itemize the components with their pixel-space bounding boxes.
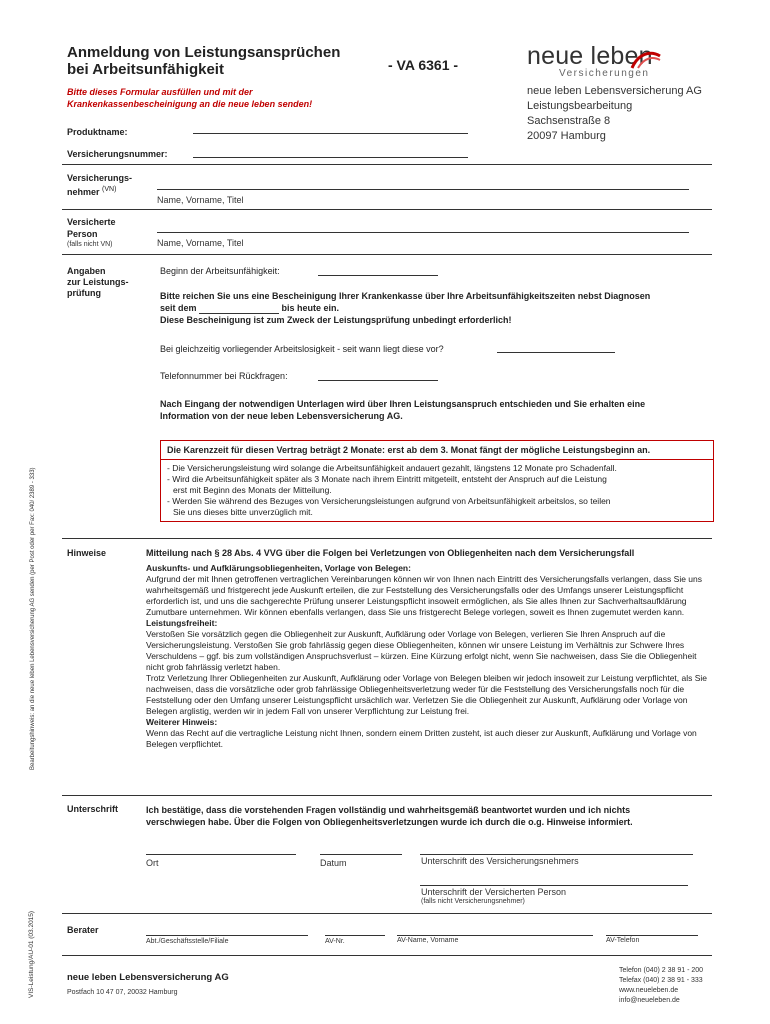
bescheinigung-line-3: Diese Bescheinigung ist zum Zweck der Leistungsprüfung unbedingt erforderlich! [160, 315, 512, 325]
telefon-field[interactable] [318, 369, 438, 381]
footer-telefon: Telefon (040) 2 38 91 - 200 [619, 967, 704, 974]
title-line-2: bei Arbeitsunfähigkeit [67, 61, 224, 78]
angaben-label-line-3: prüfung [67, 288, 101, 298]
karenz-item-2b: erst mit Beginn des Monats der Mitteilung. [173, 485, 332, 495]
footer-company: neue leben Lebensversicherung AG [67, 972, 229, 983]
vp-label [67, 216, 116, 240]
vp-label-line-1: Versicherte [67, 217, 116, 227]
vn-label [67, 172, 132, 198]
hinweise-paragraph-4: Wenn das Recht auf die vertragliche Leistung nicht Ihnen, sondern einem Dritten zusteht, ist auch dieser zur Auskunft, Aufklärung und Vorlage von Belegen verpflichtet. [146, 728, 697, 749]
divider [62, 164, 712, 165]
instruction-note [67, 86, 312, 110]
hinweise-paragraph-2: Verstoßen Sie vorsätzlich gegen die Obliegenheit zur Auskunft, Aufklärung oder Vorlage von Belegen, verlieren Sie Ihren Anspruch auf die Versicherungsleistung. Verstoßen Sie grob fahrlässig gegen diese Obliegenheiten, können wir unsere Leistung im Verhältnis zur Schwere Ihres Verschuldens – ggf. bis zum vollständigen Anspruchsverlust – kürzen. Eine Kürzung erfolgt nicht, wenn Sie nachweisen, dass Sie die Obliegenheit nicht grob fahrlässig verletzt haben. [146, 629, 697, 672]
footer-contact [619, 966, 703, 1006]
arbeitslos-question: seit wann liegt diese vor? [342, 344, 444, 354]
berater-filiale-label: Abt./Geschäftsstelle/Filiale [146, 938, 229, 945]
berater-label: Berater [67, 925, 99, 935]
angaben-label-line-1: Angaben [67, 266, 106, 276]
karenz-heading: Die Karenzzeit für diesen Vertrag beträgt 2 Monate: erst ab dem 3. Monat fängt der mögliche Leistungsbeginn an. [161, 441, 713, 460]
karenz-item-1: - Die Versicherungsleistung wird solange die Arbeitsunfähigkeit andauert gezahlt, längstens 12 Monate pro Schadenfall. [167, 463, 617, 473]
footer-email[interactable]: info@neueleben.de [619, 997, 680, 1004]
angaben-label-line-2: zur Leistungs- [67, 277, 129, 287]
eingang-line-1: Nach Eingang der notwendigen Unterlagen wird über Ihren Leistungsanspruch entschieden und Sie erhalten eine [160, 399, 646, 409]
hinweise-paragraph-1: Aufgrund der mit Ihnen getroffenen vertraglichen Vereinbarungen können wir von Ihnen nach Eintritt des Versicherungsfalls verlangen, dass Sie uns wahrheitsgemäß und fristgerecht jede Auskunft erteilen, die zur Feststellung des Versicherungsfalls oder des Umfangs unserer Leistungspflicht erforderlich ist, und uns die sachgerechte Prüfung unserer Leistungspflicht insoweit ermöglichen, als Sie alles Ihnen zur Sachverhaltsaufklärung Zumutbare unternehmen. Wir können ebenfalls verlangen, dass Sie uns fristgerecht Belege vorlegen, soweit es Ihnen zugemutet werden kann. [146, 574, 702, 617]
unterschrift-text [146, 804, 716, 828]
berater-telefon-label: AV-Telefon [606, 937, 640, 944]
hinweise-heading: Mitteilung nach § 28 Abs. 4 VVG über die Folgen bei Verletzungen von Obliegenheiten nach dem Versicherungsfall [146, 548, 635, 558]
berater-filiale-field[interactable] [146, 924, 308, 936]
vp-note: (falls nicht VN) [67, 241, 113, 248]
logo-name: neue leben [527, 42, 653, 70]
berater-avnr-field[interactable] [325, 924, 385, 936]
unterschrift-line-2: verschwiegen habe. Über die Folgen von Obliegenheitsverletzungen wurde ich durch die o.g. Hinweise informiert. [146, 817, 633, 827]
vp-name-field[interactable] [157, 221, 689, 233]
produktname-label: Produktname: [67, 127, 128, 137]
bescheinigung-seit: seit dem [160, 303, 197, 313]
vn-label-line-1: Versicherungs- [67, 173, 133, 183]
recipient-address [527, 84, 702, 144]
bescheinigung-bis: bis heute ein. [281, 303, 340, 313]
eingang-line-2: Information von der neue leben Lebensversicherung AG. [160, 411, 403, 421]
hinweise-sub-2: Leistungsfreiheit: [146, 618, 218, 628]
vn-label-line-2: nehmer [67, 187, 100, 197]
bescheinigung-text [160, 290, 720, 326]
divider [62, 254, 712, 255]
address-line-3: Sachsenstraße 8 [527, 115, 611, 127]
vn-signature-label: Unterschrift des Versicherungsnehmers [421, 856, 579, 866]
address-line-4: 20097 Hamburg [527, 130, 606, 142]
vn-name-field[interactable] [157, 178, 689, 190]
angaben-label [67, 266, 129, 299]
vn-suffix: (VN) [102, 186, 117, 193]
eingang-text [160, 398, 720, 422]
beginn-label: Beginn der Arbeitsunfähigkeit: [160, 266, 280, 276]
title-line-1: Anmeldung von Leistungsansprüchen [67, 44, 341, 61]
bescheinigung-line-1: Bitte reichen Sie uns eine Bescheinigung Ihrer Krankenkasse über Ihre Arbeitsunfähigkeitszeiten nebst Diagnosen [160, 291, 651, 301]
hinweise-paragraph-3: Trotz Verletzung Ihrer Obliegenheiten zur Auskunft, Aufklärung oder Vorlage von Belegen bleiben wir jedoch insoweit zur Leistung verpflichtet, als Sie nachweisen, dass die vorsätzliche oder grob fahrlässige Obliegenheitsverletzung weder für die Feststellung des Versicherungsfalls noch für die Feststellung oder den Umfang unserer Leistungspflicht ursächlich war. Verletzen Sie die Obliegenheit zur Auskunft, Aufklärung oder Vorlage von Belegen arglistig, werden wir in jedem Fall von unserer Verpflichtung zur Leistung frei. [146, 673, 708, 716]
karenz-body [161, 460, 713, 521]
vp-signature-field[interactable] [420, 874, 688, 886]
footer-postfach: Postfach 10 47 07, 20032 Hamburg [67, 989, 178, 996]
form-number: - VA 6361 - [388, 57, 459, 73]
vn-sub-label: Name, Vorname, Titel [157, 195, 244, 205]
divider [62, 913, 712, 914]
logo-sub: Versicherungen [559, 68, 650, 79]
arbeitslos-label [160, 344, 444, 354]
instruction-line-1: Bitte dieses Formular ausfüllen und mit der [67, 87, 253, 97]
hinweise-body [146, 563, 712, 750]
vp-label-line-2: Person [67, 229, 98, 239]
karenz-item-3a: - Werden Sie während des Bezuges von Versicherungsleistungen aufgrund von Arbeitsunfähigkeit arbeitslos, so teilen [167, 496, 611, 506]
footer-telefax: Telefax (040) 2 38 91 - 333 [619, 977, 703, 984]
divider [62, 209, 712, 210]
vp-sub-label: Name, Vorname, Titel [157, 238, 244, 248]
karenz-item-2a: - Wird die Arbeitsunfähigkeit später als 3 Monate nach ihrem Eintritt mitgeteilt, entsteht der Anspruch auf die Leistung [167, 474, 607, 484]
footer-web[interactable]: www.neueleben.de [619, 987, 679, 994]
page-title [67, 44, 367, 78]
address-line-1: neue leben Lebensversicherung AG [527, 85, 702, 97]
ort-field[interactable] [146, 843, 296, 855]
karenz-item-3b: Sie uns dieses bitte unverzüglich mit. [173, 507, 313, 517]
hinweise-sub-1: Auskunfts- und Aufklärungsobliegenheiten, Vorlage von Belegen: [146, 563, 411, 573]
versicherungsnummer-field[interactable] [193, 146, 468, 158]
produktname-field[interactable] [193, 122, 468, 134]
datum-label: Datum [320, 858, 347, 868]
logo-swoosh-icon [628, 50, 662, 70]
divider [62, 795, 712, 796]
unterschrift-line-1: Ich bestätige, dass die vorstehenden Fragen vollständig und wahrheitsgemäß beantwortet wurden und ich nichts [146, 805, 631, 815]
telefon-label: Telefonnummer bei Rückfragen: [160, 371, 288, 381]
hinweise-label: Hinweise [67, 548, 107, 558]
form-code: VIS-Leistung/AU-01 (03.2015) [28, 910, 35, 998]
arbeitslos-text: Bei gleichzeitig vorliegender Arbeitslosigkeit - [160, 344, 341, 354]
hinweise-sub-3: Weiterer Hinweis: [146, 717, 218, 727]
berater-avnr-label: AV-Nr. [325, 938, 345, 945]
vp-signature-note: (falls nicht Versicherungsnehmer) [421, 898, 525, 905]
beginn-field[interactable] [318, 264, 438, 276]
address-line-2: Leistungsbearbeitung [527, 100, 633, 112]
datum-field[interactable] [320, 843, 402, 855]
ort-label: Ort [146, 858, 159, 868]
divider [62, 955, 712, 956]
arbeitslos-field[interactable] [497, 341, 615, 353]
karenz-box [160, 440, 714, 522]
versicherungsnummer-label: Versicherungsnummer: [67, 149, 168, 159]
berater-telefon-field[interactable] [606, 924, 698, 936]
instruction-line-2: Krankenkassenbescheinigung an die neue leben senden! [67, 99, 313, 109]
divider [62, 538, 712, 539]
vn-signature-field[interactable] [420, 843, 693, 855]
berater-name-label: AV-Name, Vorname [397, 937, 459, 944]
vp-signature-label: Unterschrift der Versicherten Person [421, 887, 567, 897]
berater-name-field[interactable] [397, 924, 593, 936]
unterschrift-label: Unterschrift [67, 804, 119, 814]
side-note: Bearbeitungshinweis: an die neue leben Lebensversicherung AG senden (per Post oder per Fax: 040/ 2389 - 333) [30, 467, 36, 770]
seit-dem-field[interactable] [199, 304, 279, 314]
